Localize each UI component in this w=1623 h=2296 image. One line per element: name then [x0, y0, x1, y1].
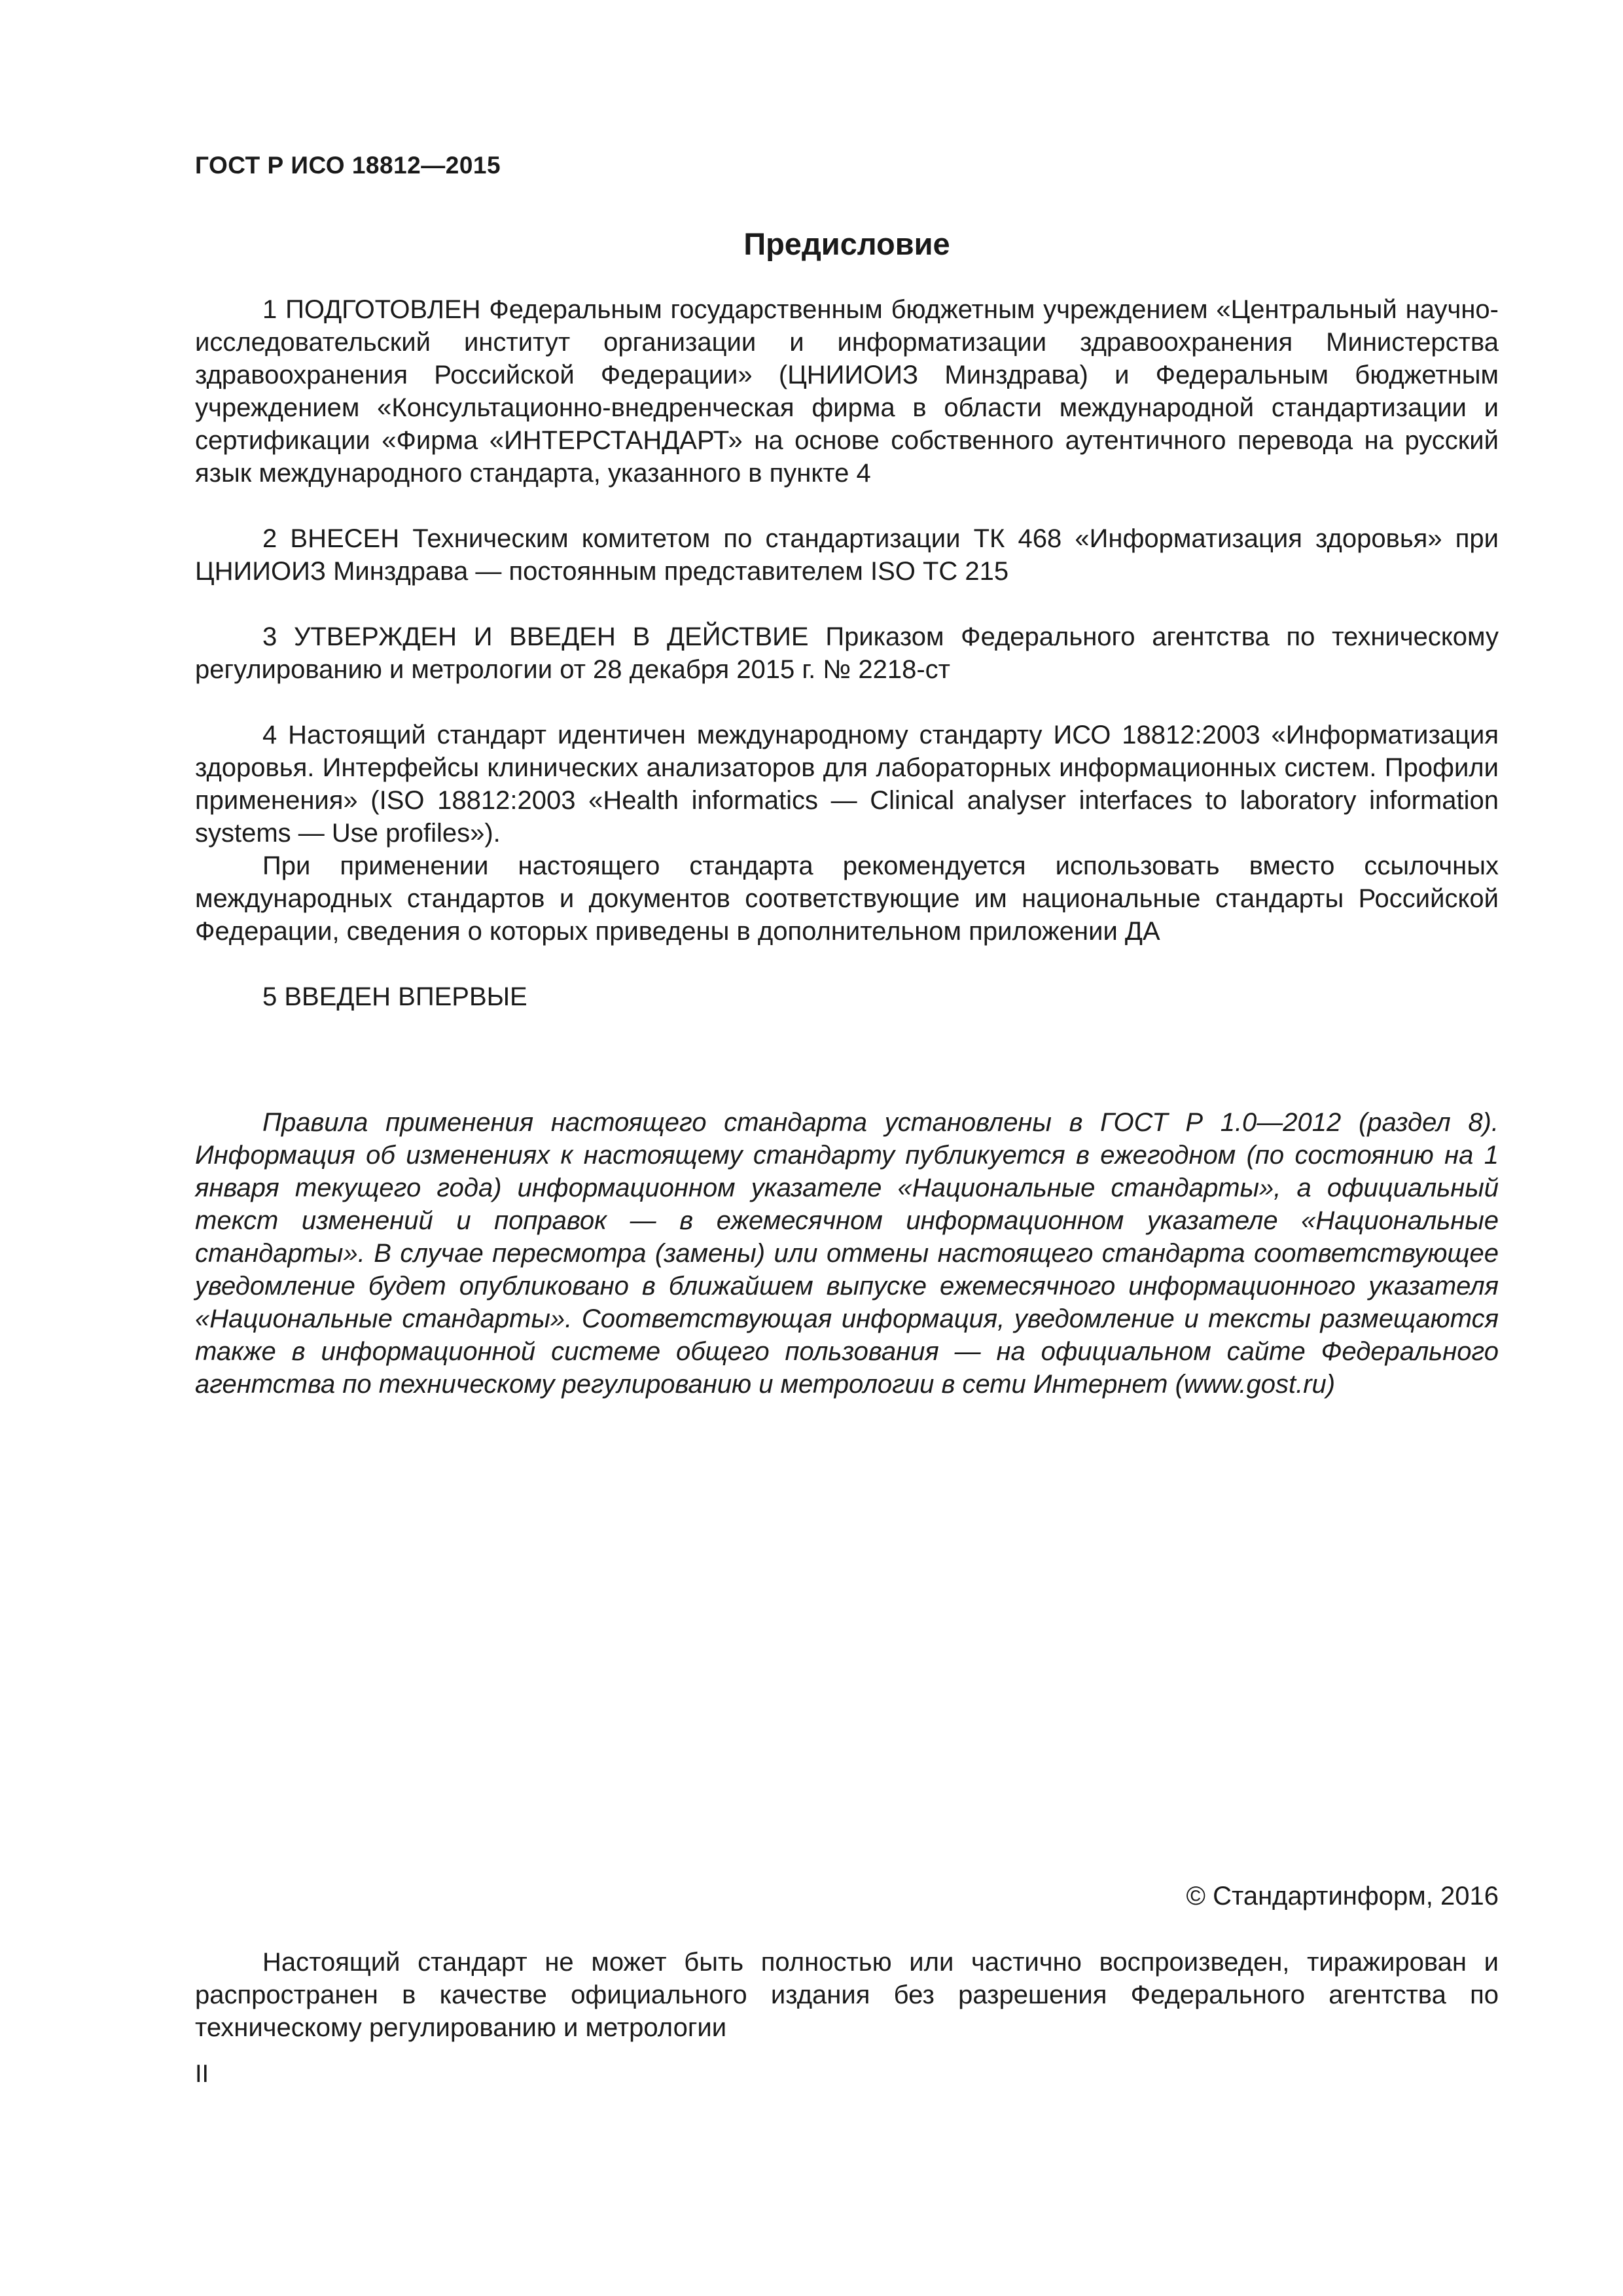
foreword-item-5: 5 ВВЕДЕН ВПЕРВЫЕ	[262, 982, 527, 1011]
foreword-item-2: 2 ВНЕСЕН Техническим комитетом по стандартизации ТК 468 «Информатизация здоровья» при ЦНИИОИЗ Минздрава — постоянным представителем ISO ТС 215	[195, 524, 1499, 586]
foreword-item-1: 1 ПОДГОТОВЛЕН Федеральным государственным бюджетным учреждением «Центральный научно-исследовательский институт организации и информатизации здравоохранения Министерства здравоохранения Российской Федерации» (ЦНИИОИЗ Минздрава) и Федеральным бюджетным учреждением «Консультационно-внедренческая фирма в области международной стандартизации и сертификации «Фирма «ИНТЕРСТАНДАРТ» на основе собственного аутентичного перевода на русский язык международного стандарта, указанного в пункте 4	[195, 295, 1499, 488]
document-code-header: ГОСТ Р ИСО 18812—2015	[195, 152, 501, 179]
application-rules-notice	[195, 1106, 1499, 1401]
foreword-item-3: 3 УТВЕРЖДЕН И ВВЕДЕН В ДЕЙСТВИЕ Приказом Федерального агентства по техническому регулированию и метрологии от 28 декабря 2015 г. № 2218-ст	[195, 622, 1499, 684]
page-number: II	[195, 2060, 209, 2088]
copyright-line: © Стандартинформ, 2016	[1186, 1882, 1499, 1910]
reproduction-restriction	[195, 1946, 1499, 2044]
restriction-paragraph: Настоящий стандарт не может быть полностью или частично воспроизведен, тиражирован и распространен в качестве официального издания без разрешения Федерального агентства по техническому регулированию и метрологии	[195, 1948, 1499, 2042]
page-title: Предисловие	[743, 226, 950, 261]
foreword-item-4: 4 Настоящий стандарт идентичен международному стандарту ИСО 18812:2003 «Информатизация здоровья. Интерфейсы клинических анализаторов для лабораторных информационных систем. Профили применения» (ISO 18812:2003 «Health informatics — Clinical analyser interfaces to laboratory information systems — Use profiles»).	[195, 721, 1499, 848]
notice-paragraph: Правила применения настоящего стандарта установлены в ГОСТ Р 1.0—2012 (раздел 8). Информация об изменениях к настоящему стандарту публикуется в ежегодном (по состоянию на 1 января текущего года) информационном указателе «Национальные стандарты», а официальный текст изменений и поправок — в ежемесячном информационном указателе «Национальные стандарты». В случае пересмотра (замены) или отмены настоящего стандарта соответствующее уведомление будет опубликовано в ближайшем выпуске ежемесячного информационного указателя «Национальные стандарты». Соответствующая информация, уведомление и тексты размещаются также в информационной системе общего пользования — на официальном сайте Федерального агентства по техническому регулированию и метрологии в сети Интернет (www.gost.ru)	[195, 1108, 1499, 1399]
foreword-item-4-note: При применении настоящего стандарта рекомендуется использовать вместо ссылочных международных стандартов и документов соответствующие им национальные стандарты Российской Федерации, сведения о которых приведены в дополнительном приложении ДА	[195, 852, 1499, 946]
foreword-body	[195, 293, 1499, 1013]
